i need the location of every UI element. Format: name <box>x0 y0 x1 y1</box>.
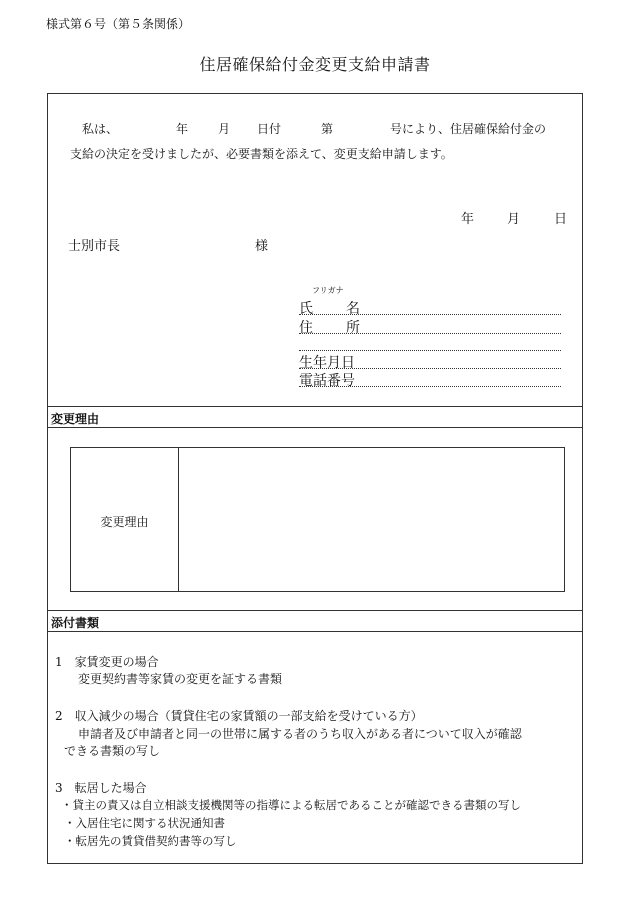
furigana-label: フリガナ <box>312 286 344 295</box>
change-reason-header <box>47 406 583 428</box>
change-reason-box <box>70 447 565 592</box>
statement-line-2: 支給の決定を受けましたが、必要書類を添えて、変更支給申請します。 <box>70 147 453 161</box>
attachment-1-body: 変更契約書等家賃の変更を証する書類 <box>78 672 283 686</box>
attachment-2-body-line-1: 申請者及び申請者と同一の世帯に属する者のうち収入がある者について収入が確認 <box>78 727 522 741</box>
name-label-b: 名 <box>346 301 360 317</box>
attachment-3-bullet-3: ・転居先の賃貸借契約書等の写し <box>64 834 237 848</box>
attachments-header <box>47 610 583 632</box>
date-year: 年 <box>461 212 475 227</box>
attachment-1-heading: 1 家賃変更の場合 <box>55 655 159 669</box>
attachment-3-bullet-2: ・入居住宅に関する状況通知書 <box>64 816 225 830</box>
phone-label: 電話番号 <box>299 373 355 389</box>
address-field-line-2[interactable] <box>299 350 561 351</box>
form-number: 様式第６号（第５条関係） <box>46 17 191 31</box>
address-label-a: 住 <box>299 320 313 336</box>
address-field[interactable] <box>299 333 561 334</box>
attachment-3-bullet-1: ・貸主の責又は自立相談支援機関等の指導による転居であることが確認できる書類の写し <box>61 798 521 812</box>
change-reason-input[interactable] <box>179 448 564 591</box>
name-field[interactable] <box>299 314 561 315</box>
attachments-title: 添付書類 <box>51 616 100 630</box>
address-label-b: 所 <box>346 320 360 336</box>
attachment-2-heading: 2 収入減少の場合（賃貸住宅の家賃額の一部支給を受けている方） <box>55 709 423 723</box>
name-label-a: 氏 <box>299 301 313 317</box>
date-month: 月 <box>507 212 521 227</box>
date-day: 日 <box>554 212 568 227</box>
birthdate-label: 生年月日 <box>299 355 355 371</box>
document-title: 住居確保給付金変更支給申請書 <box>199 55 431 74</box>
change-reason-title: 変更理由 <box>51 412 100 426</box>
statement-month: 月 <box>218 122 231 136</box>
statement-watashi: 私は、 <box>82 122 119 136</box>
statement-dated: 日付 <box>257 122 282 136</box>
birthdate-field[interactable] <box>299 368 561 369</box>
addressee-office: 士別市長 <box>68 239 121 254</box>
change-reason-label: 変更理由 <box>100 515 149 529</box>
statement-year: 年 <box>176 122 189 136</box>
attachment-3-heading: 3 転居した場合 <box>55 781 147 795</box>
addressee-sama: 様 <box>255 239 269 254</box>
statement-go: 号により、住居確保給付金の <box>390 122 547 136</box>
attachment-2-body-line-2: できる書類の写し <box>64 744 161 758</box>
phone-field[interactable] <box>299 386 561 387</box>
statement-dai: 第 <box>321 122 334 136</box>
